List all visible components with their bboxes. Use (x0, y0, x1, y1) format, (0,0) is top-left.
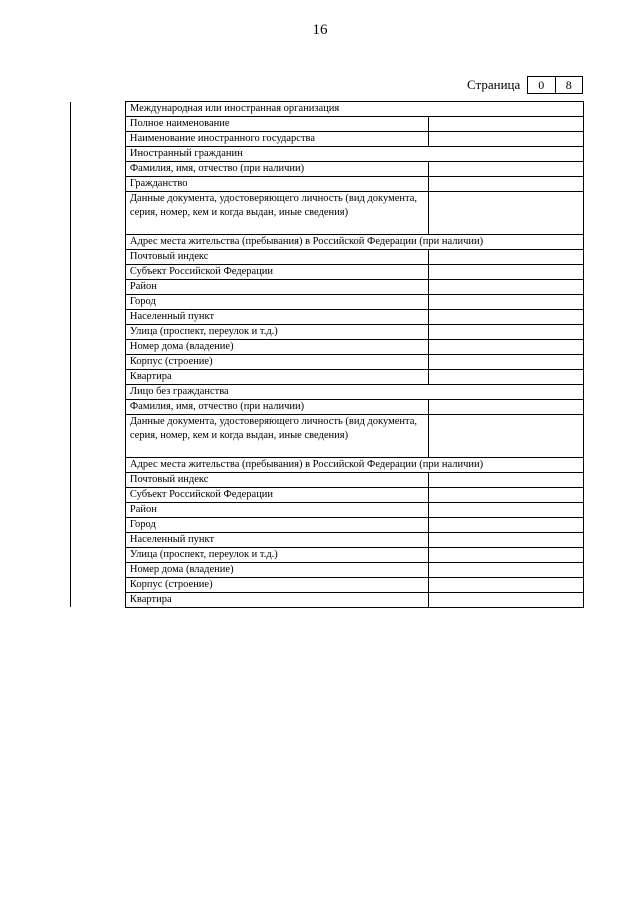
field-row (71, 577, 584, 592)
field-value-cell[interactable] (429, 517, 584, 532)
field-label: Корпус (строение) (125, 354, 428, 369)
field-row (71, 339, 584, 354)
field-row (71, 192, 584, 235)
page-number-box (527, 76, 583, 94)
field-row (71, 264, 584, 279)
field-label: Город (125, 517, 428, 532)
field-row (71, 249, 584, 264)
section-heading: Лицо без гражданства (125, 384, 583, 399)
field-value-cell[interactable] (429, 547, 584, 562)
field-value-cell[interactable] (429, 354, 584, 369)
field-row (71, 532, 584, 547)
field-row (71, 399, 584, 414)
section-row (71, 457, 584, 472)
section-row (71, 102, 584, 117)
field-value-cell[interactable] (429, 177, 584, 192)
field-label: Данные документа, удостоверяющего личность (вид документа, серия, номер, кем и когда выдан, иные сведения) (125, 414, 428, 457)
field-label: Корпус (строение) (125, 577, 428, 592)
field-value-cell[interactable] (429, 577, 584, 592)
field-value-cell[interactable] (429, 294, 584, 309)
field-label: Почтовый индекс (125, 249, 428, 264)
field-row (71, 279, 584, 294)
left-margin-column (71, 102, 126, 608)
field-label: Номер дома (владение) (125, 562, 428, 577)
field-row (71, 132, 584, 147)
field-label: Номер дома (владение) (125, 339, 428, 354)
field-label: Гражданство (125, 177, 428, 192)
section-heading: Адрес места жительства (пребывания) в Российской Федерации (при наличии) (125, 234, 583, 249)
field-row (71, 562, 584, 577)
field-value-cell[interactable] (429, 532, 584, 547)
page-digit: 0 (538, 78, 545, 92)
field-label: Квартира (125, 592, 428, 607)
page-number: 16 (312, 22, 328, 38)
field-value-cell[interactable] (429, 264, 584, 279)
field-row (71, 324, 584, 339)
field-label: Населенный пункт (125, 532, 428, 547)
field-value-cell[interactable] (429, 132, 584, 147)
field-value-cell[interactable] (429, 339, 584, 354)
field-label: Квартира (125, 369, 428, 384)
field-label: Район (125, 502, 428, 517)
field-value-cell[interactable] (429, 162, 584, 177)
field-label: Данные документа, удостоверяющего личность (вид документа, серия, номер, кем и когда выдан, иные сведения) (125, 192, 428, 235)
field-row (71, 502, 584, 517)
field-label: Фамилия, имя, отчество (при наличии) (125, 399, 428, 414)
field-label: Полное наименование (125, 117, 428, 132)
field-row (71, 517, 584, 532)
field-label: Субъект Российской Федерации (125, 487, 428, 502)
field-row (71, 592, 584, 607)
field-row (71, 472, 584, 487)
field-row (71, 294, 584, 309)
field-value-cell[interactable] (429, 117, 584, 132)
page-label: Страница (467, 77, 521, 92)
field-row (71, 177, 584, 192)
field-row (71, 547, 584, 562)
form-table (70, 101, 584, 608)
field-value-cell[interactable] (429, 309, 584, 324)
field-value-cell[interactable] (429, 562, 584, 577)
field-value-cell[interactable] (429, 472, 584, 487)
field-value-cell[interactable] (429, 592, 584, 607)
section-row (71, 384, 584, 399)
field-label: Наименование иностранного государства (125, 132, 428, 147)
page-digit: 8 (555, 77, 583, 93)
field-value-cell[interactable] (429, 502, 584, 517)
field-label: Фамилия, имя, отчество (при наличии) (125, 162, 428, 177)
field-row (71, 354, 584, 369)
field-row (71, 369, 584, 384)
field-row (71, 162, 584, 177)
section-heading: Международная или иностранная организация (125, 102, 583, 117)
field-value-cell[interactable] (429, 369, 584, 384)
field-value-cell[interactable] (429, 324, 584, 339)
section-row (71, 147, 584, 162)
field-value-cell[interactable] (429, 399, 584, 414)
field-value-cell[interactable] (429, 279, 584, 294)
field-value-cell[interactable] (429, 192, 584, 235)
field-value-cell[interactable] (429, 487, 584, 502)
field-label: Субъект Российской Федерации (125, 264, 428, 279)
field-label: Почтовый индекс (125, 472, 428, 487)
field-row (71, 414, 584, 457)
field-row (71, 117, 584, 132)
field-label: Район (125, 279, 428, 294)
field-label: Улица (проспект, переулок и т.д.) (125, 324, 428, 339)
field-row (71, 309, 584, 324)
field-label: Улица (проспект, переулок и т.д.) (125, 547, 428, 562)
field-value-cell[interactable] (429, 249, 584, 264)
section-row (71, 234, 584, 249)
section-heading: Адрес места жительства (пребывания) в Российской Федерации (при наличии) (125, 457, 583, 472)
field-label: Город (125, 294, 428, 309)
field-label: Населенный пункт (125, 309, 428, 324)
section-heading: Иностранный гражданин (125, 147, 583, 162)
field-row (71, 487, 584, 502)
field-value-cell[interactable] (429, 414, 584, 457)
